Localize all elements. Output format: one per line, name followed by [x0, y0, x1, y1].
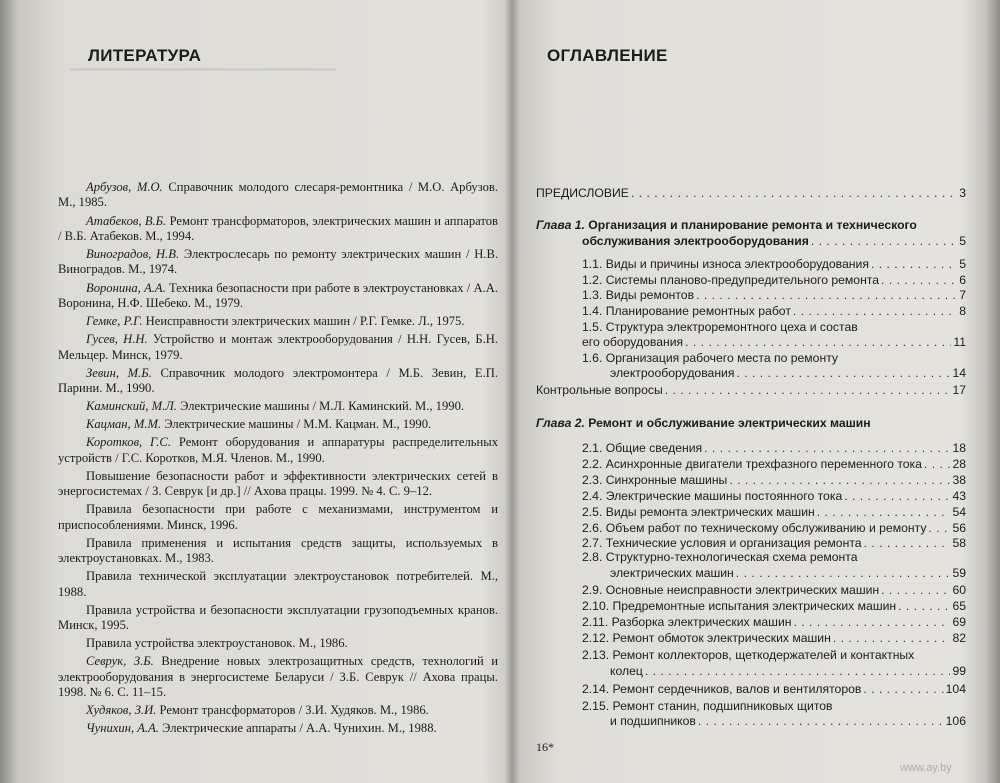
toc-entry-page: 18 — [952, 441, 966, 455]
bibliography-entry — [58, 366, 498, 397]
toc-entry-2-15: и подшипников . . . 106 — [610, 714, 966, 728]
entry-text: Правила устройства и безопасности эксплуатации грузоподъемных кранов. Минск, 1995. — [58, 602, 498, 633]
toc-entry — [582, 505, 966, 519]
toc-entry-title: 2.12. Ремонт обмоток электрических машин — [582, 631, 831, 645]
bibliography-entry — [58, 399, 498, 414]
toc-entry — [582, 583, 966, 597]
entry-author: Виноградов, Н.В. — [86, 247, 180, 261]
bibliography-entry — [58, 214, 498, 245]
toc-entry — [582, 489, 966, 503]
page-folio: 16* — [536, 740, 554, 754]
bibliography-entry — [58, 435, 498, 466]
toc-entry-title: 2.5. Виды ремонта электрических машин — [582, 504, 815, 519]
toc-chapter-1-title: Глава 1. Организация и планирование ремонта и технического — [536, 218, 917, 232]
bibliography-entry — [58, 536, 498, 567]
entry-text: Техника безопасности при работе в электроустановках / А.А. Воронина, Н.Ф. Шебеко. М., 1979. — [58, 280, 498, 310]
entry-text: Электрические машины / М.Л. Каминский. М., 1990. — [180, 399, 465, 414]
entry-author: Гемке, Р.Г. — [86, 314, 143, 328]
toc-entry-page: 8 — [959, 303, 966, 318]
bibliography-entry — [58, 180, 498, 211]
toc-entry — [582, 631, 966, 645]
entry-text: Ремонт трансформаторов, электрических машин и аппаратов / В.Б. Атабеков. М., 1994. — [58, 213, 498, 243]
entry-text: Электрические машины / М.М. Кацман. М., 1990. — [164, 417, 432, 432]
bibliography-entry — [58, 569, 498, 600]
toc-entry-page: 69 — [952, 615, 966, 629]
toc-entry-title: 1.2. Системы планово-предупредительного ремонта — [582, 272, 880, 287]
bibliography-heading: ЛИТЕРАТУРА — [88, 46, 202, 65]
toc-entry-2-14: 2.14. Ремонт сердечников, валов и вентиляторов . . . 104 — [582, 682, 966, 696]
entry-text: Правила устройства электроустановок. М., 1986. — [86, 636, 348, 651]
bibliography-entry — [58, 314, 498, 329]
toc-entry-preface: ПРЕДИСЛОВИЕ . . . 3 — [536, 186, 966, 200]
toc-entry-title: 1.3. Виды ремонтов — [582, 288, 695, 303]
toc-entry — [582, 521, 966, 535]
entry-author: Зевин, М.Б. — [86, 365, 152, 380]
toc-entry-page: 5 — [959, 257, 966, 271]
toc-entry-page: 43 — [952, 488, 966, 503]
toc-entry-page: 6 — [959, 272, 966, 287]
toc-entry-title: 2.7. Технические условия и организация ремонта — [582, 536, 862, 551]
toc-entry — [582, 473, 966, 487]
entry-author: Атабеков, В.Б. — [86, 213, 167, 228]
toc-entry — [582, 304, 966, 318]
entry-text: Ремонт оборудования и аппаратуры распределительных устройств / Г.С. Коротков, М.Я. Членов. М., 1990. — [58, 435, 498, 465]
toc-entry-1-6-line1: 1.6. Организация рабочего места по ремонту — [582, 351, 839, 365]
entry-text: Повышение безопасности работ и эффективности электрических сетей в энергосистемах / З. Севрук [и др.] // Ахова працы. 1999. № 4. С. 9–12. — [58, 468, 498, 499]
toc-entry-title: 2.1. Общие сведения — [582, 441, 703, 455]
toc-entry — [582, 257, 966, 271]
entry-text: Внедрение новых электрозащитных средств, технологий и электрооборудования в энергосистеме Беларуси / З.Б. Севрук // Ахова працы. 1998. № 6. С. 11–15. — [58, 654, 498, 700]
entry-author: Чунихин, А.А. — [86, 721, 159, 736]
entry-text: Неисправности электрических машин / Р.Г. Гемке. Л., 1975. — [145, 314, 465, 328]
toc-entry — [582, 536, 966, 550]
toc-entry-2-8-line1: 2.8. Структурно-технологическая схема ремонта — [582, 550, 858, 564]
toc-entry — [582, 599, 966, 613]
entry-text: Электрические аппараты / А.А. Чунихин. М., 1988. — [162, 721, 437, 736]
toc-entry-page: 54 — [952, 504, 966, 519]
bibliography-entry — [58, 417, 498, 432]
toc-entry-page: 38 — [952, 472, 966, 487]
toc-entry-1-5: его оборудования . . . 11 — [582, 335, 966, 349]
entry-author: Гусев, Н.Н. — [86, 332, 148, 347]
entry-text: Правила применения и испытания средств защиты, используемых в электроустановках. М., 1983. — [58, 535, 498, 566]
entry-author: Арбузов, М.О. — [86, 180, 163, 194]
toc-chapter-1: обслуживания электрооборудования . . . 5 — [582, 234, 966, 248]
toc-chapter-2-title: Глава 2. Ремонт и обслуживание электрических машин — [536, 416, 871, 430]
bibliography-entry — [58, 721, 498, 736]
toc-entry-title: 2.4. Электрические машины постоянного тока — [582, 488, 843, 503]
entry-text: Ремонт трансформаторов / З.И. Худяков. М., 1986. — [159, 703, 429, 718]
toc-entry-page: 58 — [952, 536, 966, 551]
entry-author: Севрук, З.Б. — [86, 654, 154, 669]
toc-entry-2-13: колец . . . 99 — [610, 664, 966, 678]
entry-author: Воронина, А.А. — [86, 280, 166, 295]
toc-entry-page: 60 — [952, 583, 966, 597]
toc-entry-2-13-line1: 2.13. Ремонт коллекторов, щеткодержателей и контактных — [582, 648, 915, 662]
bibliography-list — [58, 180, 498, 739]
bibliography-entry — [58, 703, 498, 718]
toc-entry — [582, 457, 966, 471]
toc-entry-title: 2.11. Разборка электрических машин — [582, 615, 792, 629]
bibliography-entry — [58, 247, 498, 278]
watermark: www.ay.by — [900, 762, 952, 774]
entry-text: Справочник молодого электромонтера / М.Б. Зевин, Е.П. Парини. М., 1990. — [58, 365, 499, 395]
toc-entry — [582, 615, 966, 629]
toc-entry-title: 2.10. Предремонтные испытания электрических машин — [582, 599, 897, 613]
entry-text: Правила технической эксплуатации электроустановок потребителей. М., 1988. — [58, 569, 498, 599]
bibliography-entry — [58, 469, 498, 500]
toc-entry — [582, 288, 966, 302]
toc-entry — [582, 273, 966, 287]
bleed-through-text: ━━━━━━━━━━━━━━━━━━━━━━━━━━━━━━━━━━ — [70, 62, 337, 77]
toc-entry-title: 2.3. Синхронные машины — [582, 472, 728, 487]
toc-entry-2-8: электрических машин . . . 59 — [610, 566, 966, 580]
toc-entry-page: 56 — [952, 520, 966, 535]
toc-entry-1-6: электрооборудования . . . 14 — [610, 366, 966, 380]
entry-text: Правила безопасности при работе с механизмами, инструментом и приспособлениями. Минск, 1996. — [58, 502, 498, 532]
bibliography-entry — [58, 603, 498, 634]
bibliography-entry — [58, 636, 498, 651]
toc-heading: ОГЛАВЛЕНИЕ — [547, 46, 668, 65]
entry-text: Устройство и монтаж электрооборудования / Н.Н. Гусев, Б.Н. Мельцер. Минск, 1979. — [58, 332, 498, 362]
toc-entry-1-5-line1: 1.5. Структура электроремонтного цеха и состав — [582, 320, 858, 334]
toc-entry-title: 2.9. Основные неисправности электрических машин — [582, 583, 880, 597]
bibliography-entry — [58, 502, 498, 533]
toc-entry-page: 7 — [959, 288, 966, 303]
entry-author: Кацман, М.М. — [86, 417, 162, 432]
toc-entry-title: 2.2. Асинхронные двигатели трехфазного переменного тока — [582, 456, 922, 471]
toc-entry — [582, 441, 966, 455]
entry-author: Коротков, Г.С. — [86, 435, 171, 450]
toc-entry-page: 65 — [952, 599, 966, 613]
entry-author: Худяков, З.И. — [86, 703, 157, 718]
entry-text: Справочник молодого слесаря-ремонтника / М.О. Арбузов. М., 1985. — [58, 180, 498, 210]
toc-entry-control-questions: Контрольные вопросы . . . 17 — [536, 383, 966, 397]
entry-author: Каминский, М.Л. — [86, 399, 177, 414]
bibliography-entry — [58, 281, 498, 312]
bibliography-entry — [58, 332, 498, 363]
entry-text: Электрослесарь по ремонту электрических машин / Н.В. Виноградов. М., 1974. — [58, 247, 498, 277]
bibliography-entry — [58, 654, 498, 700]
toc-entry-page: 28 — [952, 456, 966, 471]
toc-entry-page: 82 — [952, 631, 966, 645]
toc-entry-title: 1.4. Планирование ремонтных работ — [582, 303, 791, 318]
toc-entry-title: 1.1. Виды и причины износа электрооборудования — [582, 257, 869, 271]
toc-entry-2-15-line1: 2.15. Ремонт станин, подшипниковых щитов — [582, 699, 833, 713]
toc-entry-title: 2.6. Объем работ по техническому обслуживанию и ремонту — [582, 520, 927, 535]
